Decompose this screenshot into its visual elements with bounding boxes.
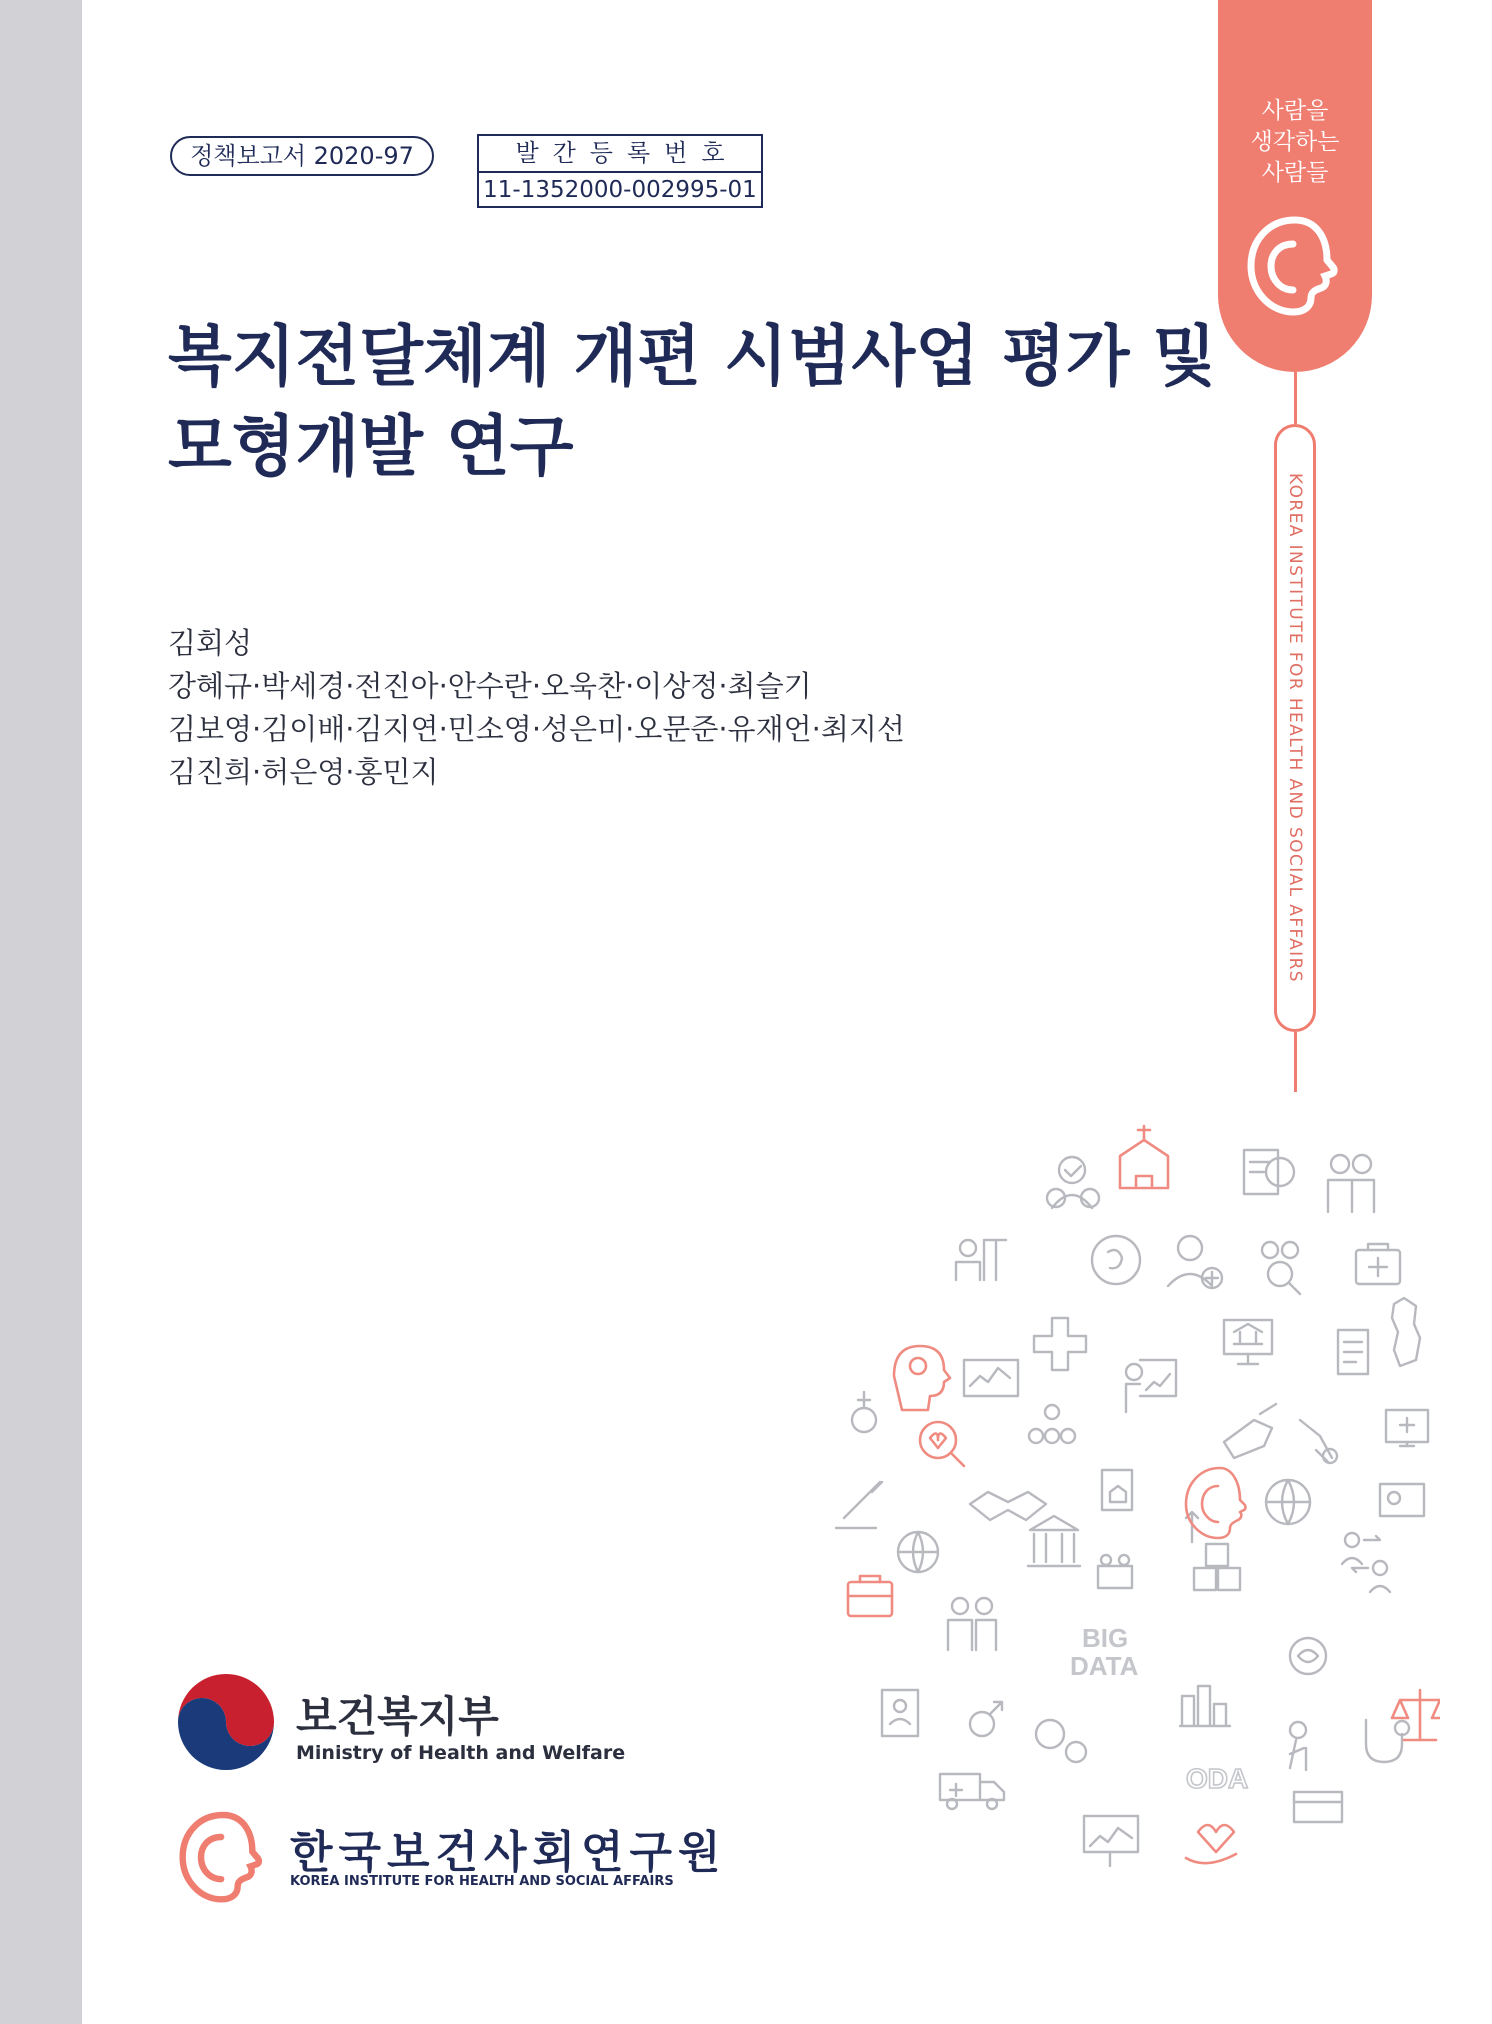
museum-icon xyxy=(1028,1516,1080,1566)
head-brain-icon xyxy=(894,1346,950,1410)
globe-hands-icon xyxy=(1266,1480,1310,1524)
computer-bank-icon xyxy=(1224,1320,1272,1364)
receipt-icon xyxy=(1338,1330,1368,1374)
church-icon xyxy=(1120,1126,1168,1188)
heart-hand-icon xyxy=(1186,1825,1236,1863)
slogan-tab xyxy=(1218,0,1372,372)
stethoscope-icon xyxy=(1366,1720,1409,1762)
institute-name-english: KOREA INSTITUTE FOR HEALTH AND SOCIAL AFFAIRS xyxy=(290,1874,674,1889)
hand-pointing-icon xyxy=(1224,1404,1276,1458)
document-person-icon xyxy=(882,1690,918,1736)
shield-globe-icon xyxy=(898,1532,938,1572)
family-icon xyxy=(1328,1155,1374,1212)
author-line: 김회성 xyxy=(168,626,253,660)
org-chart-icon xyxy=(1029,1405,1075,1443)
elderly-cane-icon xyxy=(1290,1722,1306,1770)
first-aid-kit-icon xyxy=(1356,1244,1400,1284)
registration-heading: 발간등록번호 xyxy=(479,136,761,173)
chat-people-icon xyxy=(1047,1157,1099,1208)
report-number-label: 정책보고서 2020-97 xyxy=(170,136,434,176)
people-exchange-icon xyxy=(1342,1533,1390,1592)
slogan-line: 사람을 xyxy=(1261,98,1329,124)
ministry-name-english: Ministry of Health and Welfare xyxy=(296,1742,626,1764)
gears-icon xyxy=(1036,1720,1086,1762)
city-graph-icon xyxy=(1180,1686,1230,1726)
document-box-icon xyxy=(1102,1470,1132,1510)
people-search-icon xyxy=(1262,1242,1300,1294)
author-line: 김보영·김이배·김지연·민소영·성은미·오문준·유재언·최지선 xyxy=(168,712,905,746)
author-line: 강혜규·박세경·전진아·안수란·오욱찬·이상정·최슬기 xyxy=(168,669,812,703)
ministry-name-korean: 보건복지부 xyxy=(296,1692,499,1741)
slogan-line: 사람들 xyxy=(1261,160,1329,186)
kihasa-logo-icon xyxy=(168,1804,278,1914)
teacher-student-icon xyxy=(956,1240,1006,1280)
registration-number: 11-1352000-002995-01 xyxy=(483,177,757,203)
author-line: 김진희·허은영·홍민지 xyxy=(168,755,439,789)
fetus-icon xyxy=(1092,1236,1140,1284)
medical-monitor-icon xyxy=(1386,1410,1428,1446)
id-card-hand-icon xyxy=(1380,1484,1424,1516)
meeting-icon xyxy=(1098,1555,1132,1588)
welfare-icon-cluster xyxy=(820,1120,1440,1880)
author-list xyxy=(168,622,905,794)
hand-watch-icon xyxy=(1300,1420,1337,1463)
korea-map-icon xyxy=(1392,1298,1420,1366)
briefcase-icon xyxy=(848,1576,892,1616)
document-won-icon xyxy=(1244,1150,1294,1194)
slogan-text xyxy=(1218,96,1372,189)
big-data-label: DATA xyxy=(1070,1651,1139,1681)
slogan-line: 생각하는 xyxy=(1250,129,1340,155)
plus-cross-icon xyxy=(1034,1318,1086,1370)
presentation-board-icon xyxy=(1084,1816,1138,1866)
brain-gear-icon xyxy=(1290,1638,1326,1674)
female-symbol-icon xyxy=(852,1392,876,1432)
monitor-chart-icon xyxy=(964,1360,1018,1396)
institute-name-korean: 한국보건사회연구원 xyxy=(290,1827,727,1878)
male-symbol-icon xyxy=(970,1702,1002,1736)
kihasa-head-icon xyxy=(1186,1468,1246,1538)
handshake-icon xyxy=(970,1492,1046,1520)
card-hand-icon xyxy=(1294,1792,1342,1822)
oda-label: ODA xyxy=(1186,1763,1249,1794)
registration-box xyxy=(477,134,763,208)
connector-line xyxy=(1294,372,1297,424)
big-data-label: BIG xyxy=(1082,1623,1129,1653)
gavel-icon xyxy=(836,1482,882,1528)
title-line-1: 복지전달체계 개편 시범사업 평가 및 xyxy=(168,318,1217,395)
doctor-plus-icon xyxy=(1168,1236,1222,1288)
report-title xyxy=(168,312,1217,492)
heart-search-icon xyxy=(920,1422,964,1466)
scales-icon xyxy=(1392,1690,1440,1740)
connector-line xyxy=(1294,1032,1297,1092)
taegeuk-logo-icon xyxy=(170,1670,282,1782)
vertical-institute-name: KOREA INSTITUTE FOR HEALTH AND SOCIAL AFFAIRS xyxy=(1285,473,1305,983)
family-children-icon xyxy=(948,1598,996,1650)
ambulance-icon xyxy=(940,1774,1004,1809)
presenter-chart-icon xyxy=(1126,1360,1176,1412)
title-line-2: 모형개발 연구 xyxy=(168,408,574,485)
head-profile-icon xyxy=(1235,208,1355,328)
left-gray-strip xyxy=(0,0,82,2024)
